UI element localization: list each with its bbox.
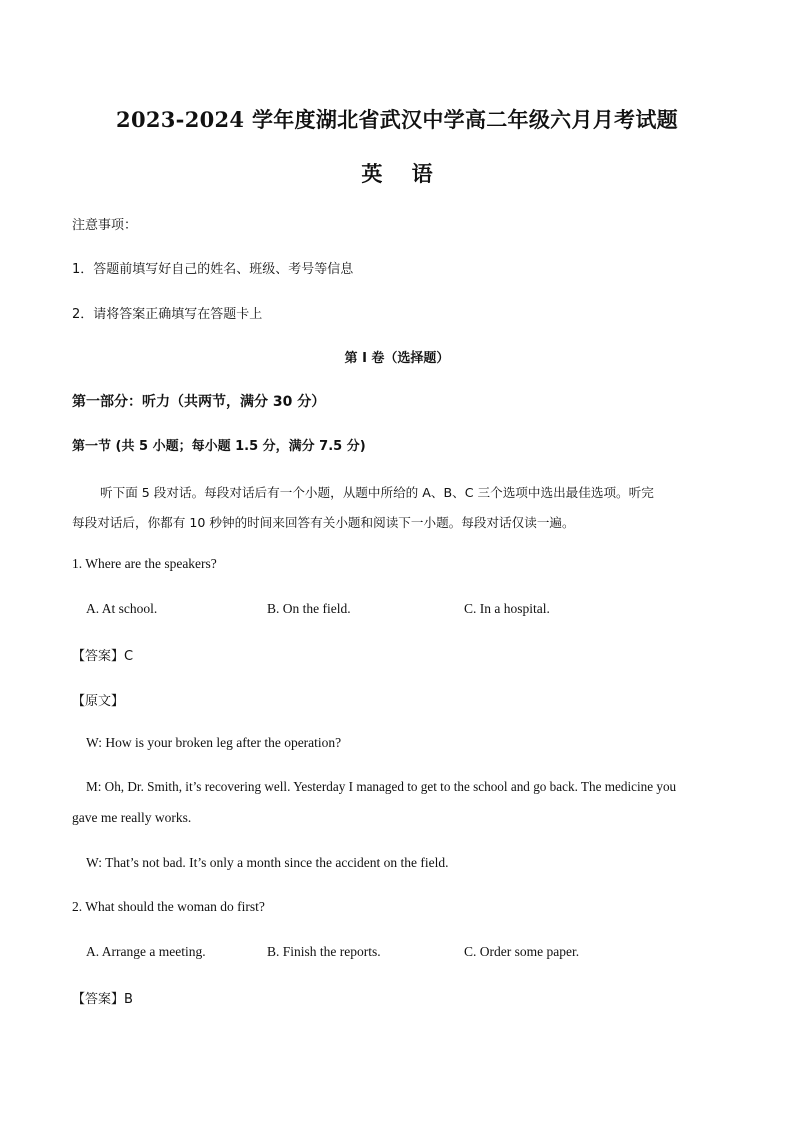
question-1-answer: 【答案】C: [72, 649, 134, 664]
question-1-transcript-label: 【原文】: [72, 694, 125, 709]
transcript-line-3: gave me really works.: [72, 810, 192, 825]
instructions-line-2: 每段对话后，你都有 10 秒钟的时间来回答有关小题和阅读下一小题。每段对话仅读一遍。: [72, 515, 575, 530]
question-1-stem: 1. Where are the speakers?: [72, 556, 217, 571]
question-2-option-b: B. Finish the reports.: [267, 944, 381, 959]
transcript-line-1: W: How is your broken leg after the operation?: [86, 735, 342, 750]
question-2-stem: 2. What should the woman do first?: [72, 899, 265, 914]
question-1-option-c: C. In a hospital.: [464, 601, 550, 616]
question-2-option-c: C. Order some paper.: [464, 944, 580, 959]
question-2-answer: 【答案】B: [72, 992, 133, 1007]
exam-title: 2023-2024 学年度湖北省武汉中学高二年级六月月考试题: [116, 107, 678, 132]
question-1-option-b: B. On the field.: [267, 601, 351, 616]
transcript-line-2: M: Oh, Dr. Smith, it’s recovering well. Yesterday I managed to get to the school and go back. The medicine you: [86, 779, 677, 794]
question-2-option-a: A. Arrange a meeting.: [86, 944, 206, 959]
instructions-line-1: 听下面 5 段对话。每段对话后有一个小题，从题中所给的 A、B、C 三个选项中选出最佳选项。听完: [100, 485, 654, 500]
notice-heading: 注意事项：: [72, 218, 138, 233]
question-1-option-a: A. At school.: [86, 601, 158, 616]
transcript-line-4: W: That’s not bad. It’s only a month since the accident on the field.: [86, 855, 449, 870]
volume-title: 第 I 卷（选择题）: [344, 351, 450, 366]
notice-item-1: 1．答题前填写好自己的姓名、班级、考号等信息: [72, 262, 354, 277]
subject-title: 英 语: [361, 161, 433, 186]
notice-item-2: 2．请将答案正确填写在答题卡上: [72, 307, 263, 322]
section-title: 第一节 (共 5 小题；每小题 1.5 分，满分 7.5 分): [72, 439, 366, 454]
part-title: 第一部分：听力（共两节，满分 30 分）: [72, 394, 326, 410]
